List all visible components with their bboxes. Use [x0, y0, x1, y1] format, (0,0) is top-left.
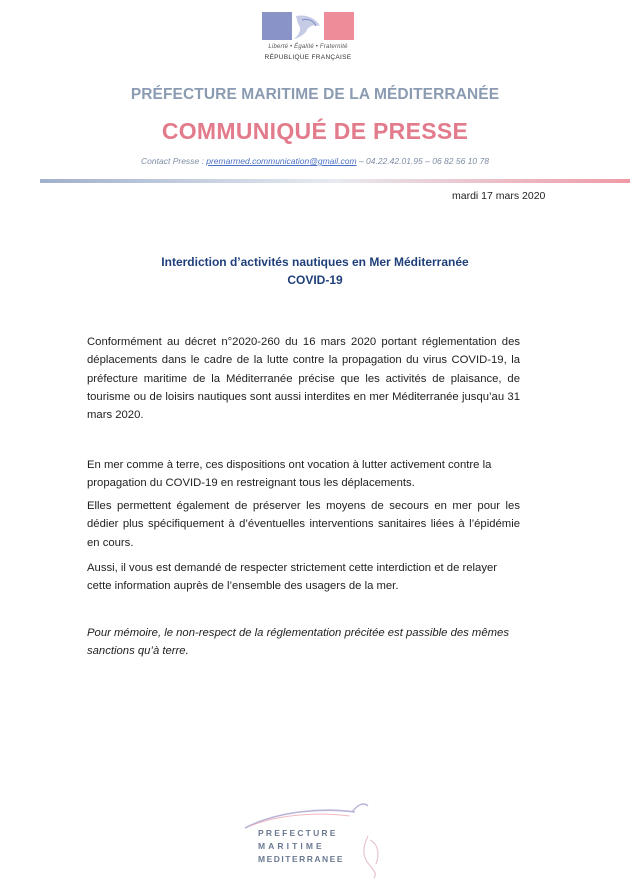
paragraph-decree: Conformément au décret n°2020-260 du 16 mars 2020 portant réglementation des déplacements dans le cadre de la lutte contre la propagation du virus COVID-19, la préfecture maritime de la Méditerranée précise que les activités de plaisance, de tourisme ou de loisirs nautiques sont aussi interdites en mer Méditerranée jusqu’au 31 mars 2020. [87, 336, 520, 422]
contact-line [0, 156, 630, 166]
paragraph-rescue: Elles permettent également de préserver les moyens de secours en mer pour les dédier plus spécifiquement à d’éventuelles interventions sanitaires liées à l’épidémie en cours. [87, 500, 520, 549]
paragraph-request: Aussi, il vous est demandé de respecter strictement cette interdiction et de relayer cette information auprès de l’ensemble des usagers de la mer. [87, 562, 498, 593]
communique-heading: COMMUNIQUÉ DE PRESSE [161, 118, 469, 144]
republic-label: RÉPUBLIQUE FRANÇAISE [264, 54, 352, 61]
footer-logo-line2: MARITIME [258, 841, 325, 851]
prefecture-title: PRÉFECTURE MARITIME DE LA MÉDITERRANÉE [130, 86, 500, 103]
paragraph-purpose: En mer comme à terre, ces dispositions ont vocation à lutter activement contre la propagation du COVID-19 en restreignant tous les déplacements. [87, 459, 492, 490]
footer-logo-line1: PREFECTURE [258, 828, 338, 838]
prefecture-maritime-logo-icon [240, 800, 390, 880]
contact-phones: – 04.22.42.01.95 – 06 82 56 10 78 [356, 156, 489, 166]
contact-email-link[interactable]: premarmed.communication@gmail.com [206, 156, 357, 166]
date: mardi 17 mars 2020 [452, 190, 546, 202]
press-title: Interdiction d’activités nautiques en Mer Méditerranée [161, 255, 469, 269]
press-subtitle: COVID-19 [287, 273, 343, 287]
header-divider [40, 179, 630, 183]
marianne-logo-icon [262, 12, 354, 70]
motto: Liberté • Égalité • Fraternité [268, 44, 348, 50]
footer-logo-line3: MEDITERRANEE [258, 854, 345, 864]
contact-label: Contact Presse : [141, 156, 207, 166]
paragraph-reminder: Pour mémoire, le non-respect de la réglementation précitée est passible des mêmes sanctions qu’à terre. [87, 627, 509, 658]
